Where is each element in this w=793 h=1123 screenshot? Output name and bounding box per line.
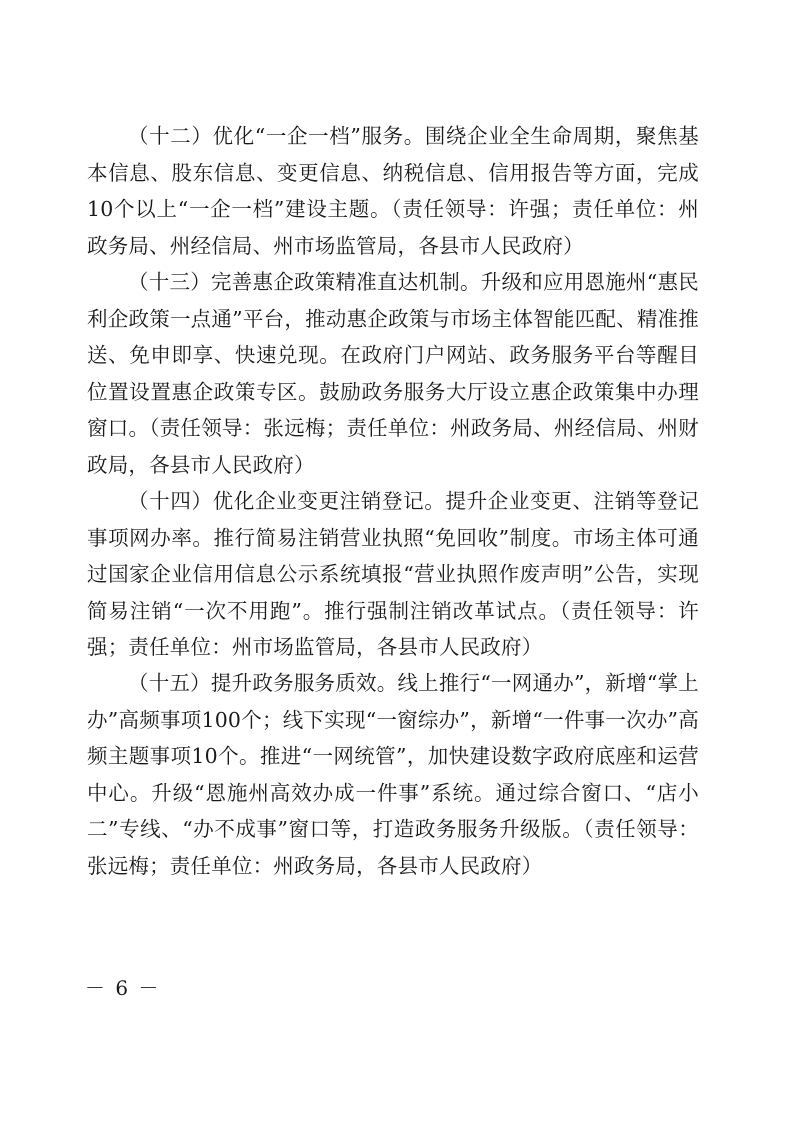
paragraph-13: （十三）完善惠企政策精准直达机制。升级和应用恩施州“惠民利企政策一点通”平台，推动惠企政策与市场主体智能匹配、精准推送、免申即享、快速兑现。在政府门户网站、政务服务平台等醒目位置设置惠企政策专区。鼓励政务服务大厅设立惠企政策集中办理窗口。（责任领导：张远梅；责任单位：州政务局、州经信局、州财政局，各县市人民政府） (87, 270, 699, 477)
page-number: － 6 － (85, 976, 161, 1000)
paragraph-14: （十四）优化企业变更注销登记。提升企业变更、注销等登记事项网办率。推行简易注销营业执照“免回收”制度。市场主体可通过国家企业信用信息公示系统填报“营业执照作废声明”公告，实现简易注销“一次不用跑”。推行强制注销改革试点。（责任领导：许强；责任单位：州市场监管局，各县市人民政府） (87, 489, 699, 659)
paragraph-12: （十二）优化“一企一档”服务。围绕企业全生命周期，聚焦基本信息、股东信息、变更信息、纳税信息、信用报告等方面，完成10个以上“一企一档”建设主题。（责任领导：许强；责任单位：州政务局、州经信局、州市场监管局，各县市人民政府） (87, 124, 699, 258)
paragraph-15: （十五）提升政务服务质效。线上推行“一网通办”，新增“掌上办”高频事项100个；线下实现“一窗综办”，新增“一件事一次办”高频主题事项10个。推进“一网统管”，加快建设数字政府底座和运营中心。升级“恩施州高效办成一件事”系统。通过综合窗口、“店小二”专线、“办不成事”窗口等，打造政务服务升级版。（责任领导：张远梅；责任单位：州政务局，各县市人民政府） (87, 671, 699, 878)
